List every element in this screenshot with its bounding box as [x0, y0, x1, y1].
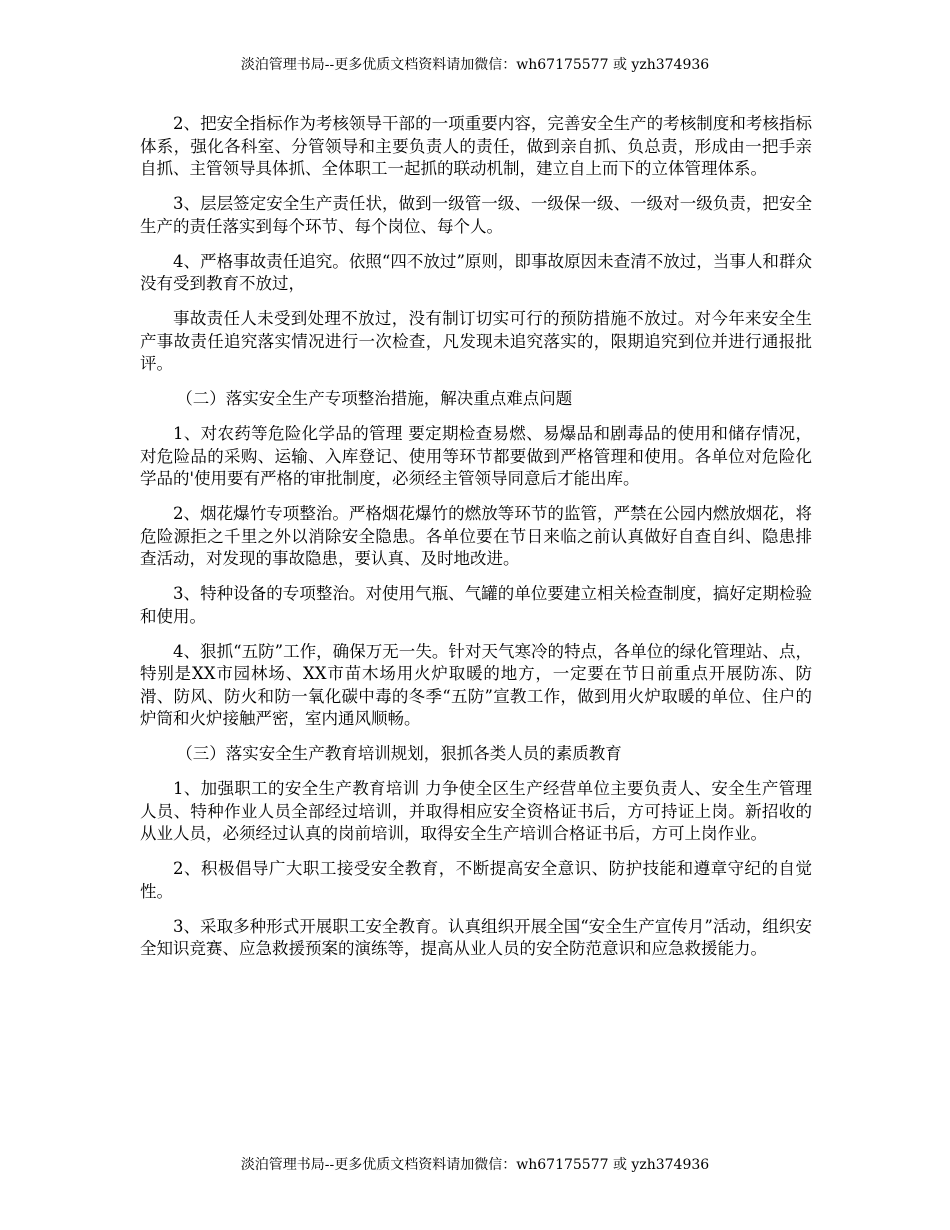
document-body: [140, 113, 812, 973]
paragraph-2-3-cont: 事故责任人未受到处理不放过，没有制订切实可行的预防措施不放过。对今年来安全生产事故责任追究落实情况进行一次检查，凡发现未追究落实的，限期追究到位并进行通报批评。: [140, 309, 812, 373]
paragraph-3-3: 3、特种设备的专项整治。对使用气瓶、气罐的单位要建立相关检查制度，搞好定期检验和使用。: [140, 584, 812, 626]
paragraph-4-1: 1、加强职工的安全生产教育培训 力争使全区生产经营单位主要负责人、安全生产管理人员、特种作业人员全部经过培训，并取得相应安全资格证书后，方可持证上岗。新招收的从业人员，必须经过认真的岗前培训，取得安全生产培训合格证书后，方可上岗作业。: [140, 779, 812, 843]
paragraph-3-1: 1、对农药等危险化学品的管理 要定期检查易燃、易爆品和剧毒品的使用和储存情况，对危险品的采购、运输、入库登记、使用等环节都要做到严格管理和使用。各单位对危险化学品的'使用要有严格的审批制度，必须经主管领导同意后才能出库。: [140, 424, 812, 488]
paragraph-4-2: 2、积极倡导广大职工接受安全教育，不断提高安全意识、防护技能和遵章守纪的自觉性。: [140, 859, 812, 901]
paragraph-2-3: 4、严格事故责任追究。依照“四不放过”原则，即事故原因未查清不放过，当事人和群众没有受到教育不放过，: [140, 251, 812, 293]
section-heading-2: （二）落实安全生产专项整治措施，解决重点难点问题: [176, 389, 573, 408]
paragraph-3-4: 4、狠抓“五防”工作，确保万无一失。针对天气寒冷的特点，各单位的绿化管理站、点，特别是XX市园林场、XX市苗木场用火炉取暖的地方，一定要在节日前重点开展防冻、防滑、防风、防火和防一氧化碳中毒的冬季“五防”宣教工作，做到用火炉取暖的单位、住户的炉筒和火炉接触严密，室内通风顺畅。: [140, 641, 812, 728]
paragraph-2-2: 3、层层签定安全生产责任状，做到一级管一级、一级保一级、一级对一级负责，把安全生产的责任落实到每个环节、每个岗位、每个人。: [140, 194, 812, 236]
section-heading-3: （三）落实安全生产教育培训规划，狠抓各类人员的素质教育: [176, 744, 622, 763]
page-footer: 淡泊管理书局--更多优质文档资料请加微信：wh67175577 或 yzh374936: [240, 1157, 710, 1173]
paragraph-2-1: 2、把安全指标作为考核领导干部的一项重要内容，完善安全生产的考核制度和考核指标体系，强化各科室、分管领导和主要负责人的责任，做到亲自抓、负总责，形成由一把手亲自抓、主管领导具体抓、全体职工一起抓的联动机制，建立自上而下的立体管理体系。: [140, 114, 812, 178]
paragraph-4-3: 3、采取多种形式开展职工安全教育。认真组织开展全国“安全生产宣传月”活动，组织安全知识竞赛、应急救援预案的演练等，提高从业人员的安全防范意识和应急救援能力。: [140, 916, 812, 958]
page-header: 淡泊管理书局--更多优质文档资料请加微信：wh67175577 或 yzh374936: [240, 57, 710, 73]
paragraph-3-2: 2、烟花爆竹专项整治。严格烟花爆竹的燃放等环节的监管，严禁在公园内燃放烟花，将危险源拒之千里之外以消除安全隐患。各单位要在节日来临之前认真做好自查自纠、隐患排查活动，对发现的事故隐患，要认真、及时地改进。: [140, 504, 812, 568]
